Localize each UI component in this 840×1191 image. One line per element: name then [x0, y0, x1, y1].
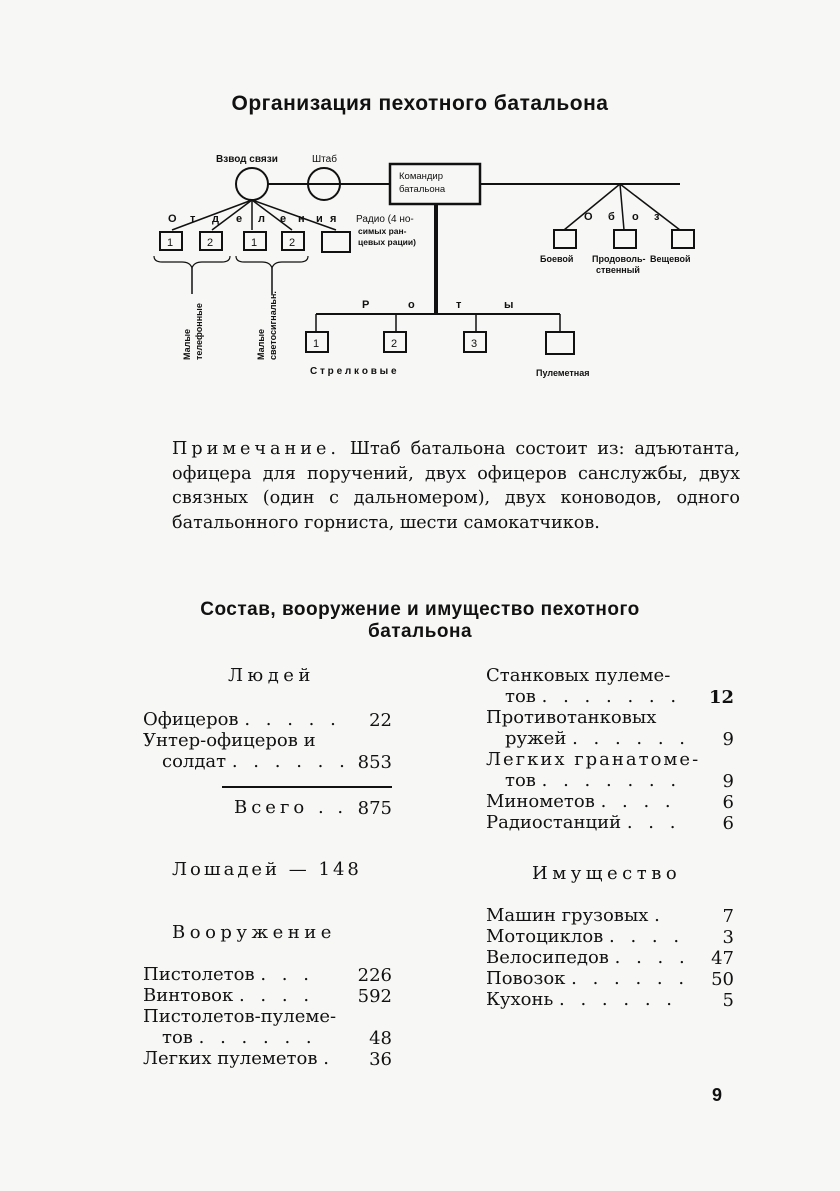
- at-rifles-row: [505, 729, 690, 750]
- combat-train-label: Боевой: [540, 254, 574, 264]
- nco-label-2: солдат: [162, 751, 227, 772]
- heavy-mg-row: [505, 687, 681, 708]
- sections-letter: е: [236, 213, 243, 225]
- signal-platoon-label: Взвод связи: [216, 154, 278, 165]
- sections-letter: д: [212, 213, 219, 225]
- page-number: 9: [712, 1085, 723, 1105]
- light-mg-row: [143, 1049, 334, 1070]
- food-train-label-2: ственный: [596, 265, 640, 275]
- section-number: 1: [251, 237, 258, 249]
- commander-label-2: батальона: [399, 184, 446, 195]
- at-rifles-label-1: Противотанковых: [486, 707, 657, 728]
- smg-value: 48: [369, 1028, 392, 1049]
- sections-letter: т: [190, 213, 196, 225]
- carts-row: [486, 969, 689, 990]
- officers-row: [143, 710, 341, 731]
- officers-label: Офицеров: [143, 709, 239, 730]
- kitchens-value: 5: [722, 990, 734, 1011]
- leader-dots: . . . . . .: [572, 728, 691, 749]
- leader-dots: . . . .: [238, 985, 315, 1006]
- at-rifles-label-2: ружей: [505, 728, 567, 749]
- trucks-label: Машин грузовых: [486, 905, 649, 926]
- leader-dots: .: [323, 1048, 334, 1069]
- grenade-label-2: тов: [505, 770, 536, 791]
- food-train-box: [614, 230, 636, 248]
- chart-line: [620, 184, 680, 230]
- heavy-mg-label-2: тов: [505, 686, 536, 707]
- horses-line: Лошадей — 148: [172, 859, 362, 880]
- bicycles-label: Велосипедов: [486, 947, 609, 968]
- radio-label-1: Радио (4 но-: [356, 214, 414, 225]
- company-number: 3: [471, 338, 478, 350]
- mortars-label: Минометов: [486, 791, 595, 812]
- total-label: Всего: [234, 797, 309, 818]
- note-paragraph: [172, 437, 740, 535]
- people-heading: Людей: [228, 665, 315, 686]
- leader-dots: . . .: [260, 964, 314, 985]
- sections-letter: и: [316, 213, 323, 225]
- companies-letter: о: [408, 299, 415, 311]
- leader-dots: . .: [317, 797, 348, 818]
- rifles-value: 592: [357, 986, 392, 1007]
- sections-letter: О: [168, 213, 177, 225]
- heavy-mg-label-1: Станковых пулеме-: [486, 665, 671, 686]
- sections-letter: н: [298, 213, 305, 225]
- telephone-label-1: Малые: [182, 328, 192, 360]
- light-mg-label: Легких пулеметов: [143, 1048, 318, 1069]
- kitchens-row: [486, 990, 677, 1011]
- smg-row: [162, 1028, 317, 1049]
- radio-label-2: симых ран-: [358, 226, 407, 236]
- total-row: [234, 798, 347, 819]
- grenade-value: 9: [722, 771, 734, 792]
- trucks-row: [486, 906, 665, 927]
- commander-label-1: Командир: [399, 171, 444, 182]
- weapons-heading: Вооружение: [172, 922, 336, 943]
- mortars-value: 6: [722, 792, 734, 813]
- signal-platoon-node: [236, 168, 268, 200]
- radio-box: [322, 232, 350, 252]
- chart-line: [620, 184, 624, 230]
- pistols-label: Пистолетов: [143, 964, 255, 985]
- sections-letter: л: [258, 213, 265, 225]
- leader-dots: . . . . . . .: [541, 686, 682, 707]
- motorcycles-label: Мотоциклов: [486, 926, 604, 947]
- leader-dots: . . . . . . .: [541, 770, 682, 791]
- clothing-train-box: [672, 230, 694, 248]
- lightsignal-label-2: светосигнальн.: [268, 291, 278, 360]
- nco-value: 853: [357, 752, 392, 773]
- leader-dots: . . . . . .: [231, 751, 350, 772]
- leader-dots: .: [654, 905, 665, 926]
- light-mg-value: 36: [369, 1049, 392, 1070]
- composition-title-1: Состав, вооружение и имущество пехотного: [200, 599, 640, 620]
- lightsignal-label-1: Малые: [256, 328, 266, 360]
- nco-label-1: Унтер-офицеров и: [143, 730, 316, 751]
- page-title: Организация пехотного батальона: [231, 92, 609, 115]
- companies-letter: ы: [504, 299, 514, 311]
- mortars-row: [486, 792, 676, 813]
- leader-dots: . . . . . .: [198, 1027, 317, 1048]
- combat-train-box: [554, 230, 576, 248]
- pistols-row: [143, 965, 314, 986]
- staff-label: Штаб: [312, 154, 337, 165]
- company-number: 2: [391, 338, 398, 350]
- radio-label-3: цевых рации): [358, 237, 416, 247]
- train-letter: з: [654, 211, 660, 223]
- radios-label: Радиостанций: [486, 812, 622, 833]
- nco-row: [162, 752, 350, 773]
- radios-row: [486, 813, 680, 834]
- trucks-value: 7: [722, 906, 734, 927]
- brace: [236, 256, 308, 268]
- chart-line: [564, 184, 620, 230]
- composition-title-2: батальона: [367, 621, 473, 642]
- carts-label: Повозок: [486, 968, 566, 989]
- smg-label-1: Пистолетов-пулеме-: [143, 1006, 337, 1027]
- company-number: 1: [313, 338, 320, 350]
- clothing-train-label: Вещевой: [650, 254, 691, 264]
- leader-dots: . . . .: [614, 947, 690, 968]
- mg-company-label: Пулеметная: [536, 368, 590, 378]
- leader-dots: . . .: [626, 812, 681, 833]
- officers-value: 22: [369, 710, 392, 731]
- kitchens-label: Кухонь: [486, 989, 554, 1010]
- train-letter: б: [608, 211, 615, 223]
- grenade-label-1: Легких гранатоме-: [486, 749, 701, 770]
- carts-value: 50: [711, 969, 734, 990]
- property-heading: Имущество: [532, 863, 682, 884]
- bicycles-row: [486, 948, 690, 969]
- battalion-org-chart: [140, 148, 691, 388]
- sections-letter: я: [330, 213, 337, 225]
- leader-dots: . . . . .: [244, 709, 341, 730]
- note-label: Примечание.: [172, 439, 341, 459]
- note-text: Штаб батальона состоит из: адъютанта, офицера для поручений, двух офицеров санслужбы, двух связных (один с дальномером), двух коноводов, одного батальонного горниста, шести самокатчиков.: [172, 439, 740, 533]
- motorcycles-row: [486, 927, 684, 948]
- rifles-row: [143, 986, 314, 1007]
- rifles-label: Винтовок: [143, 985, 234, 1006]
- food-train-label-1: Продоволь-: [592, 254, 646, 264]
- rifle-companies-label: С т р е л к о в ы е: [310, 366, 397, 377]
- at-rifles-value: 9: [722, 729, 734, 750]
- companies-letter: Р: [362, 299, 370, 311]
- total-value: 875: [357, 798, 392, 819]
- train-letter: о: [632, 211, 639, 223]
- telephone-label-2: телефонные: [194, 303, 204, 360]
- brace: [154, 256, 230, 268]
- leader-dots: . . . . . .: [571, 968, 690, 989]
- radios-value: 6: [722, 813, 734, 834]
- leader-dots: . . . . . .: [559, 989, 677, 1010]
- motorcycles-value: 3: [722, 927, 734, 948]
- sections-letter: е: [280, 213, 287, 225]
- train-letter: О: [584, 211, 593, 223]
- companies-letter: т: [456, 299, 462, 311]
- grenade-row: [505, 771, 681, 792]
- section-number: 1: [167, 237, 174, 249]
- section-number: 2: [207, 237, 214, 249]
- section-number: 2: [289, 237, 296, 249]
- smg-label-2: тов: [162, 1027, 193, 1048]
- mg-company-box: [546, 332, 574, 354]
- bicycles-value: 47: [711, 948, 734, 969]
- leader-dots: . . . .: [609, 926, 685, 947]
- leader-dots: . . . .: [600, 791, 676, 812]
- heavy-mg-value: 12: [708, 687, 734, 708]
- pistols-value: 226: [357, 965, 392, 986]
- total-rule: [222, 786, 392, 788]
